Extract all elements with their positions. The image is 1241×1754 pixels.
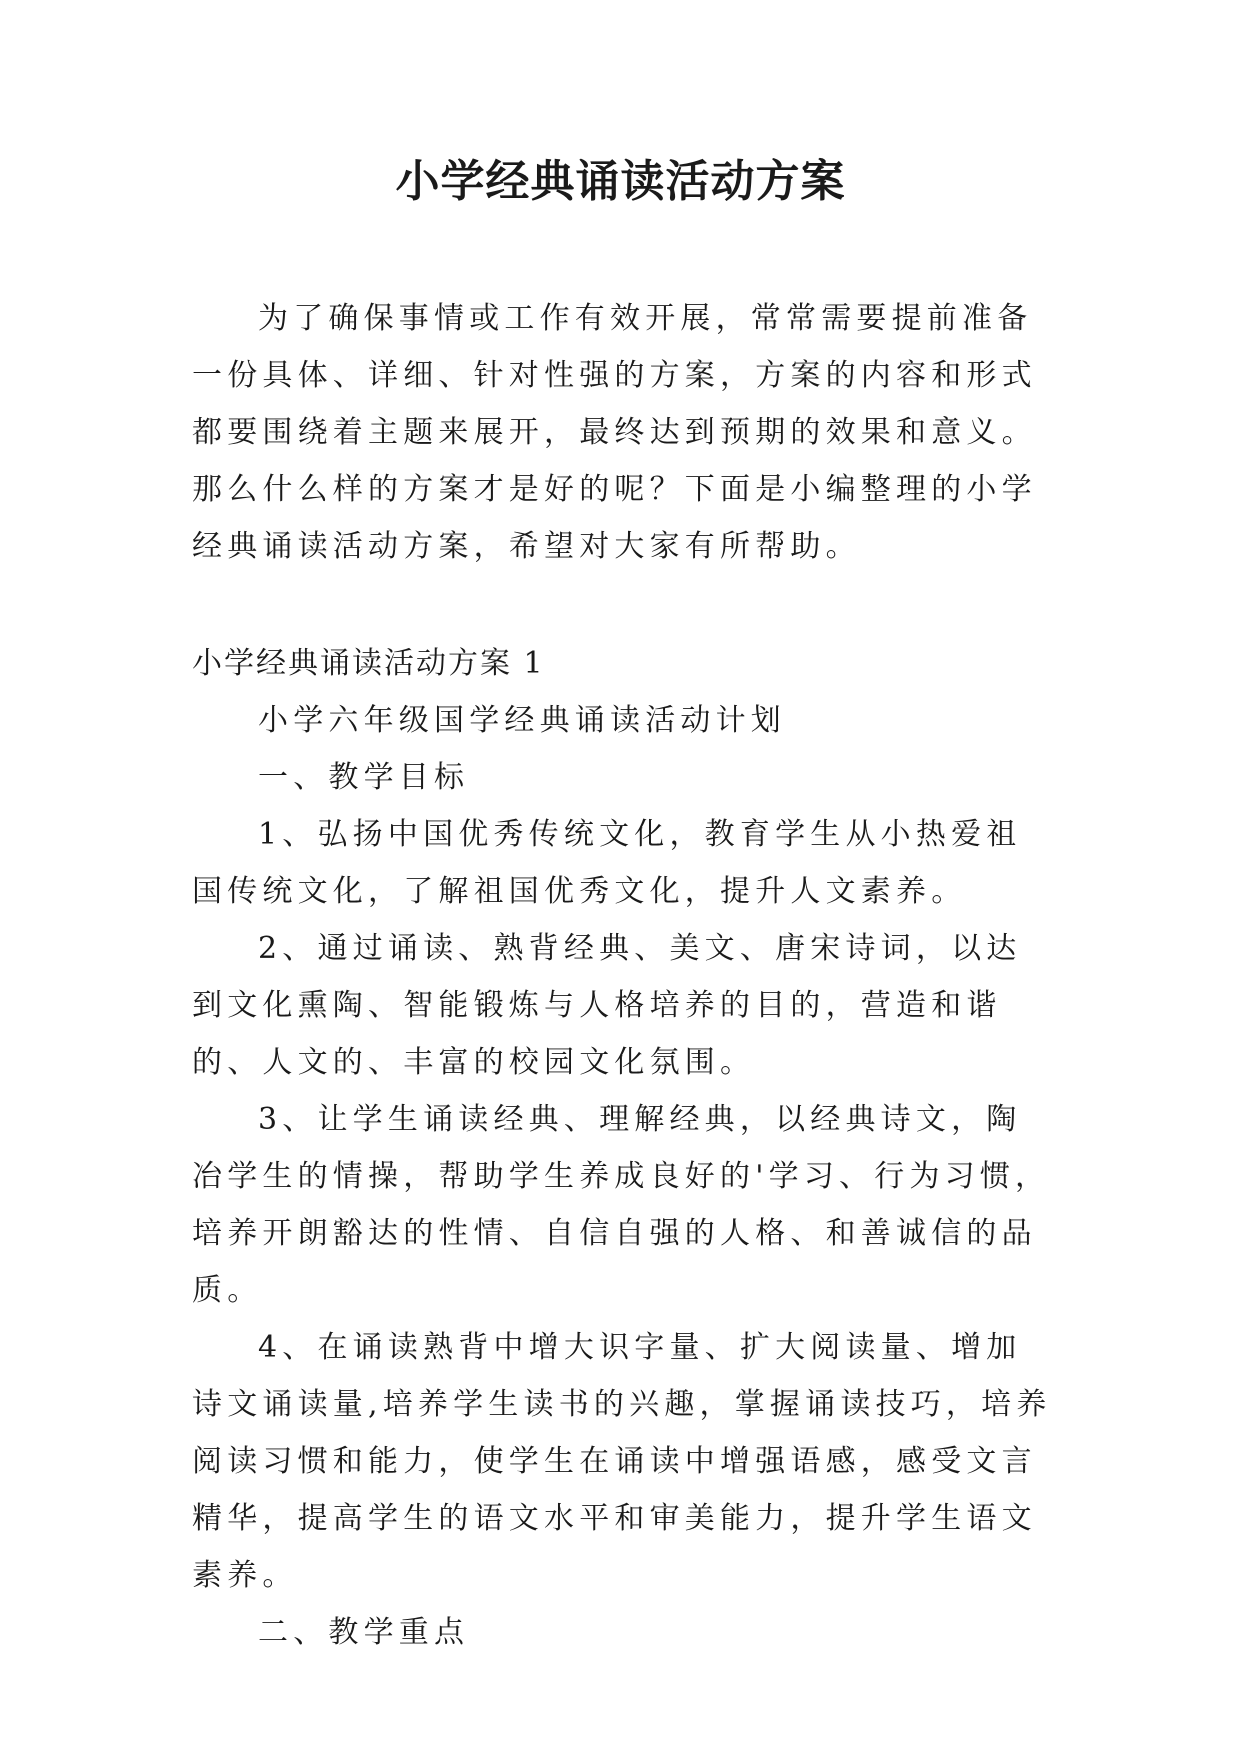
- intro-paragraph: 为了确保事情或工作有效开展，常常需要提前准备一份具体、详细、针对性强的方案，方案的内容和形式都要围绕着主题来展开，最终达到预期的效果和意义。那么什么样的方案才是好的呢？下面是小编整理的小学经典诵读活动方案，希望对大家有所帮助。: [192, 301, 1037, 564]
- goal-paragraph-3: 3、让学生诵读经典、理解经典，以经典诗文，陶冶学生的情操，帮助学生养成良好的'学习、行为习惯，培养开朗豁达的性情、自信自强的人格、和善诚信的品质。: [192, 1102, 1051, 1308]
- goal-paragraph-2: 2、通过诵读、熟背经典、美文、唐宋诗词，以达到文化熏陶、智能锻炼与人格培养的目的，营造和谐的、人文的、丰富的校园文化氛围。: [192, 931, 1022, 1080]
- plan-title: 小学六年级国学经典诵读活动计划: [258, 703, 786, 738]
- section-title: 小学经典诵读活动方案 1: [192, 646, 545, 681]
- goal-paragraph-1: 1、弘扬中国优秀传统文化，教育学生从小热爱祖国传统文化，了解祖国优秀文化，提升人文素养。: [192, 817, 1022, 909]
- goal-paragraph-4: 4、在诵读熟背中增大识字量、扩大阅读量、增加诗文诵读量,培养学生读书的兴趣，掌握诵读技巧，培养阅读习惯和能力，使学生在诵读中增强语感，感受文言精华，提高学生的语文水平和审美能力，提升学生语文素养。: [192, 1330, 1052, 1593]
- heading-teaching-goals: 一、教学目标: [258, 760, 470, 795]
- heading-teaching-focus: 二、教学重点: [258, 1615, 470, 1650]
- document-body: [192, 290, 1052, 1661]
- document-title: 小学经典诵读活动方案: [395, 156, 846, 207]
